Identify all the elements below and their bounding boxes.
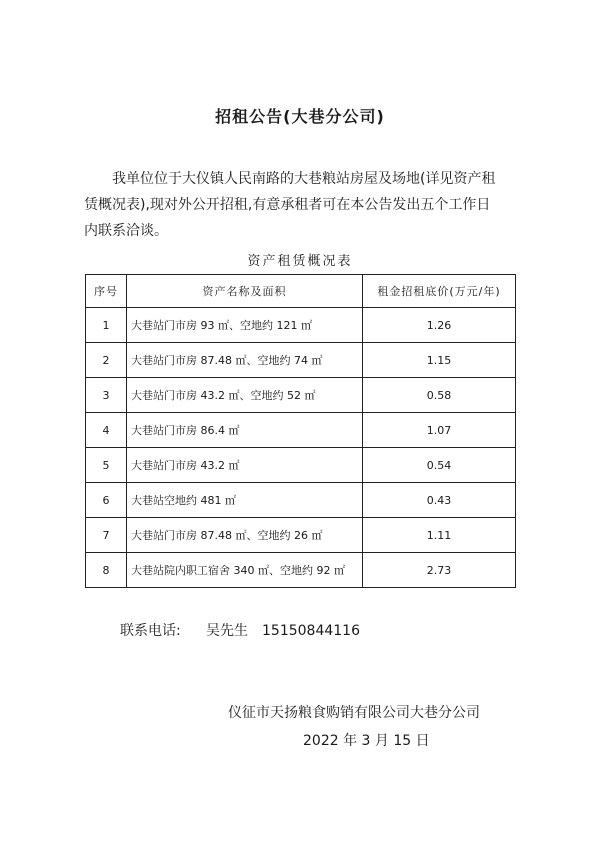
- issue-date: 2022 年 3 月 15 日: [303, 733, 430, 749]
- asset-price: 1.15: [363, 343, 516, 378]
- table-row: [86, 553, 516, 588]
- asset-name: 大巷站空地约 481 ㎡: [127, 483, 363, 518]
- asset-price: 1.11: [363, 518, 516, 553]
- header-name: 资产名称及面积: [127, 275, 363, 308]
- row-number: 6: [86, 483, 127, 518]
- row-number: 8: [86, 553, 127, 588]
- row-number: 4: [86, 413, 127, 448]
- asset-price: 0.54: [363, 448, 516, 483]
- contact-phone: 15150844116: [262, 623, 360, 639]
- asset-price: 1.07: [363, 413, 516, 448]
- contact-line: [120, 620, 360, 640]
- asset-name: 大巷站院内职工宿舍 340 ㎡、空地约 92 ㎡: [127, 553, 363, 588]
- asset-name: 大巷站门市房 43.2 ㎡、空地约 52 ㎡: [127, 378, 363, 413]
- table-row: [86, 518, 516, 553]
- asset-name: 大巷站门市房 87.48 ㎡、空地约 26 ㎡: [127, 518, 363, 553]
- table-row: [86, 448, 516, 483]
- asset-price: 0.58: [363, 378, 516, 413]
- asset-price: 2.73: [363, 553, 516, 588]
- header-no: 序号: [86, 275, 127, 308]
- row-number: 1: [86, 308, 127, 343]
- company-name: 仪征市天扬粮食购销有限公司大巷分公司: [228, 705, 480, 721]
- asset-name: 大巷站门市房 93 ㎡、空地约 121 ㎡: [127, 308, 363, 343]
- asset-table: [85, 274, 516, 588]
- row-number: 5: [86, 448, 127, 483]
- row-number: 7: [86, 518, 127, 553]
- contact-label: 联系电话:: [120, 623, 181, 639]
- asset-name: 大巷站门市房 43.2 ㎡: [127, 448, 363, 483]
- table-row: [86, 378, 516, 413]
- asset-name: 大巷站门市房 86.4 ㎡: [127, 413, 363, 448]
- asset-price: 0.43: [363, 483, 516, 518]
- intro-paragraph: 我单位位于大仪镇人民南路的大巷粮站房屋及场地(详见资产租赁概况表),现对外公开招租,有意承租者可在本公告发出五个工作日内联系洽谈。: [84, 171, 496, 239]
- page-title: 招租公告(大巷分公司): [215, 107, 385, 126]
- contact-person: 吴先生: [206, 623, 248, 639]
- asset-name: 大巷站门市房 87.48 ㎡、空地约 74 ㎡: [127, 343, 363, 378]
- table-row: [86, 483, 516, 518]
- row-number: 3: [86, 378, 127, 413]
- table-row: [86, 413, 516, 448]
- asset-price: 1.26: [363, 308, 516, 343]
- header-price: 租金招租底价(万元/年): [363, 275, 516, 308]
- row-number: 2: [86, 343, 127, 378]
- table-row: [86, 308, 516, 343]
- table-body: [86, 308, 516, 588]
- table-header-row: [86, 275, 516, 308]
- table-row: [86, 343, 516, 378]
- table-title: 资产租赁概况表: [247, 254, 353, 269]
